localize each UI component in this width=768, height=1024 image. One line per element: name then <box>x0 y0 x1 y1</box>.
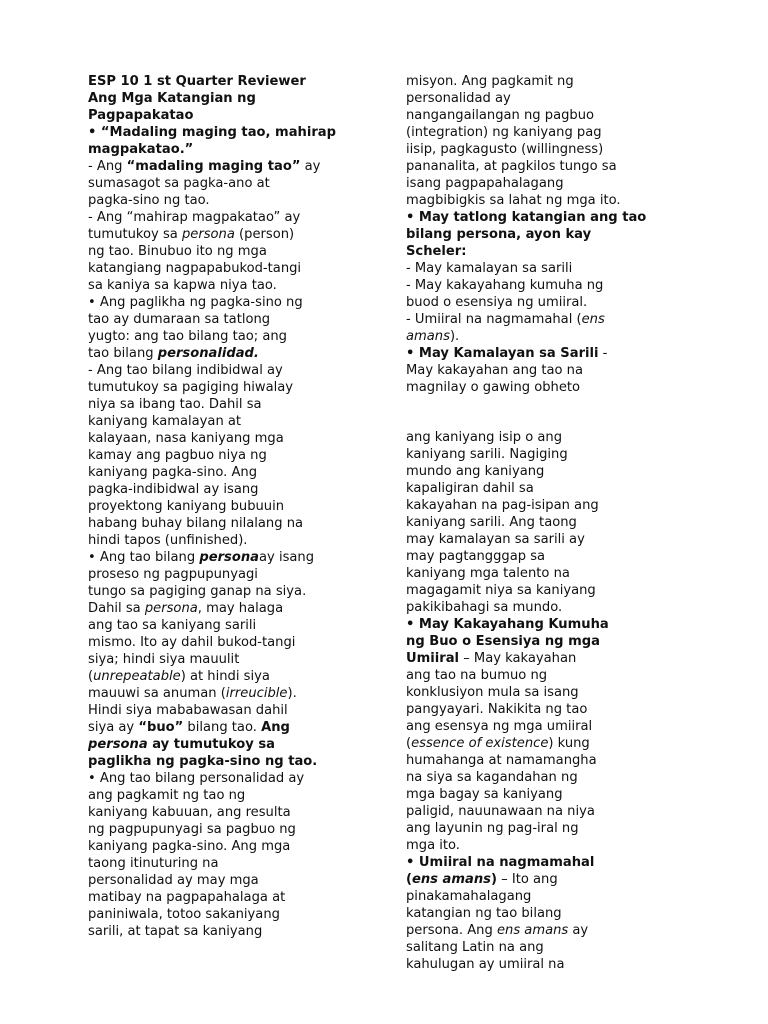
text-line <box>88 413 336 430</box>
text-segment: • Ang tao bilang <box>88 550 200 565</box>
text-segment: matibay na pagpapahalaga at <box>88 890 286 905</box>
left-text-column <box>88 73 336 940</box>
text-line <box>406 684 646 701</box>
text-segment: ay <box>300 159 321 174</box>
text-segment: tumutukoy sa <box>88 227 182 242</box>
text-segment: magbibigkis sa lahat ng mga ito. <box>406 193 621 208</box>
text-segment: Scheler: <box>406 244 467 259</box>
text-line <box>88 549 336 566</box>
text-segment: iisip, pagkagusto (willingness) <box>406 142 604 157</box>
text-line <box>406 939 646 956</box>
text-line <box>406 124 646 141</box>
text-line <box>406 243 646 260</box>
text-segment: kapaligiran dahil sa <box>406 481 534 496</box>
text-segment: paniniwala, totoo sakaniyang <box>88 907 280 922</box>
text-line <box>88 855 336 872</box>
text-segment: ens amans <box>411 872 491 887</box>
text-line <box>406 294 646 311</box>
text-line <box>406 616 646 633</box>
text-segment: essence of existence <box>411 736 549 751</box>
text-segment: bilang persona, ayon kay <box>406 227 592 242</box>
text-line <box>406 175 646 192</box>
text-segment: kaniyang pagka-sino. Ang mga <box>88 839 291 854</box>
text-segment: tumutukoy sa pagiging hiwalay <box>88 380 294 395</box>
text-line <box>406 497 646 514</box>
text-segment: personalidad. <box>157 346 259 361</box>
text-segment: • Ang paglikha ng pagka-sino ng <box>88 295 303 310</box>
text-segment: ( <box>406 872 412 887</box>
text-segment: Pagpapakatao <box>88 108 194 123</box>
paragraph-gap <box>406 396 646 429</box>
text-segment: Ang Mga Katangian ng <box>88 91 256 106</box>
text-segment: persona <box>88 737 148 752</box>
text-line <box>406 650 646 667</box>
text-line <box>88 243 336 260</box>
text-segment: mismo. Ito ay dahil bukod-tangi <box>88 635 296 650</box>
text-line <box>88 617 336 634</box>
text-line <box>88 209 336 226</box>
text-segment: ESP 10 1 st Quarter Reviewer <box>88 74 306 89</box>
text-line <box>406 463 646 480</box>
text-segment: • May Kamalayan sa Sarili <box>406 346 599 361</box>
text-segment: • “Madaling maging tao, mahirap <box>88 125 337 140</box>
text-line <box>88 668 336 685</box>
text-segment: ) at hindi siya <box>180 669 270 684</box>
text-segment: siya; hindi siya mauulit <box>88 652 240 667</box>
text-line <box>406 379 646 396</box>
text-line <box>406 786 646 803</box>
text-segment: ang esensya ng mga umiiral <box>406 719 593 734</box>
text-segment: persona. Ang <box>406 923 497 938</box>
text-line <box>88 787 336 804</box>
text-segment: May kakayahan ang tao na <box>406 363 583 378</box>
right-column-top-block <box>406 73 646 396</box>
text-segment: proseso ng pagpupunyagi <box>88 567 258 582</box>
text-line <box>88 583 336 600</box>
text-line <box>406 820 646 837</box>
text-segment: (person) <box>234 227 295 242</box>
text-line <box>406 599 646 616</box>
text-segment: - Ang “mahirap magpakatao” ay <box>88 210 301 225</box>
text-line <box>88 379 336 396</box>
text-line <box>88 702 336 719</box>
text-segment: kaniyang kamalayan at <box>88 414 242 429</box>
text-segment: - Ang <box>88 159 127 174</box>
text-segment: magagamit niya sa kaniyang <box>406 583 596 598</box>
text-segment: paligid, nauunawaan na niya <box>406 804 595 819</box>
text-segment: • Umiiral na nagmamahal <box>406 855 595 870</box>
text-line <box>88 464 336 481</box>
text-line <box>88 566 336 583</box>
text-segment: kaniyang pagka-sino. Ang <box>88 465 258 480</box>
text-line <box>88 141 336 158</box>
text-line <box>406 735 646 752</box>
text-segment: ( <box>406 736 412 751</box>
text-segment: nangangailangan ng pagbuo <box>406 108 595 123</box>
text-segment: ng pagpupunyagi sa pagbuo ng <box>88 822 296 837</box>
text-segment: (integration) ng kaniyang pag <box>406 125 602 140</box>
text-segment: mauuwi sa anuman ( <box>88 686 226 701</box>
text-line <box>406 192 646 209</box>
text-segment: ay tumutukoy sa <box>147 737 275 752</box>
text-segment: • May tatlong katangian ang tao <box>406 210 647 225</box>
text-segment: persona <box>181 227 235 242</box>
text-segment: pinakamahalagang <box>406 889 532 904</box>
text-segment: ay isang <box>259 550 315 565</box>
text-segment: ang tao sa kaniyang sarili <box>88 618 257 633</box>
text-segment: amans <box>406 329 450 344</box>
text-segment: katangian ng tao bilang <box>406 906 562 921</box>
text-segment: kaniyang mga talento na <box>406 566 570 581</box>
text-segment: pagka-sino ng tao. <box>88 193 210 208</box>
text-line <box>88 447 336 464</box>
text-line <box>406 480 646 497</box>
text-line <box>88 107 336 124</box>
text-segment: Dahil sa <box>88 601 145 616</box>
right-column-bottom-block <box>406 429 646 973</box>
text-segment: sa kaniya sa kapwa niya tao. <box>88 278 277 293</box>
text-line <box>88 753 336 770</box>
text-line <box>406 837 646 854</box>
text-line <box>406 141 646 158</box>
text-line <box>406 107 646 124</box>
text-line <box>406 514 646 531</box>
text-segment: ) <box>490 872 497 887</box>
text-segment: bilang tao. <box>183 720 262 735</box>
text-segment: misyon. Ang pagkamit ng <box>406 74 574 89</box>
text-segment: kamay ang pagbuo niya ng <box>88 448 267 463</box>
text-line <box>88 515 336 532</box>
text-segment: kahulugan ay umiiral na <box>406 957 565 972</box>
text-segment: Ang <box>261 720 290 735</box>
text-segment: pagka-indibidwal ay isang <box>88 482 259 497</box>
text-line <box>88 498 336 515</box>
text-segment: habang buhay bilang nilalang na <box>88 516 304 531</box>
text-line <box>88 345 336 362</box>
text-line <box>88 311 336 328</box>
text-segment: magpakatao.” <box>88 142 194 157</box>
text-line <box>88 906 336 923</box>
text-line <box>88 634 336 651</box>
text-line <box>406 158 646 175</box>
text-line <box>406 803 646 820</box>
text-line <box>406 905 646 922</box>
text-segment: kaniyang sarili. Nagiging <box>406 447 568 462</box>
text-segment: • May Kakayahang Kumuha <box>406 617 609 632</box>
text-segment: ens amans <box>496 923 569 938</box>
text-segment: ). <box>287 686 297 701</box>
text-segment: humahanga at namamangha <box>406 753 597 768</box>
text-segment: tungo sa pagiging ganap na siya. <box>88 584 307 599</box>
text-line <box>406 446 646 463</box>
text-segment: kaniyang sarili. Ang taong <box>406 515 577 530</box>
text-segment: pananalita, at pagkilos tungo sa <box>406 159 617 174</box>
text-segment: salitang Latin na ang <box>406 940 544 955</box>
text-segment: personalidad ay may mga <box>88 873 259 888</box>
text-line <box>406 260 646 277</box>
text-segment: may kamalayan sa sarili ay <box>406 532 585 547</box>
text-line <box>88 600 336 617</box>
text-segment: “buo” <box>138 720 184 735</box>
text-line <box>88 158 336 175</box>
text-line <box>88 277 336 294</box>
text-line <box>88 923 336 940</box>
text-segment: Hindi siya mababawasan dahil <box>88 703 288 718</box>
text-segment: sarili, at tapat sa kaniyang <box>88 924 263 939</box>
text-line <box>88 362 336 379</box>
text-segment: paglikha ng pagka-sino ng tao. <box>88 754 318 769</box>
text-line <box>406 226 646 243</box>
text-line <box>406 277 646 294</box>
text-line <box>406 667 646 684</box>
text-segment: ). <box>449 329 460 344</box>
text-segment: konklusiyon mula sa isang <box>406 685 579 700</box>
text-line <box>88 651 336 668</box>
text-segment: personalidad ay <box>406 91 511 106</box>
text-segment: persona <box>199 550 260 565</box>
text-segment: ang pagkamit ng tao ng <box>88 788 246 803</box>
text-line <box>88 889 336 906</box>
text-line <box>88 328 336 345</box>
text-segment: katangiang nagpapabukod-tangi <box>88 261 302 276</box>
text-segment: may pagtangggap sa <box>406 549 546 564</box>
text-line <box>406 565 646 582</box>
right-text-column <box>406 73 646 973</box>
text-segment: mundo ang kaniyang <box>406 464 545 479</box>
text-segment: mga bagay sa kaniyang <box>406 787 563 802</box>
text-segment: magnilay o gawing obheto <box>406 380 581 395</box>
text-segment: sumasagot sa pagka-ano at <box>88 176 270 191</box>
text-segment: na siya sa kagandahan ng <box>406 770 578 785</box>
text-segment: pakikibahagi sa mundo. <box>406 600 563 615</box>
text-line <box>88 192 336 209</box>
text-segment: - Umiiral na nagmamahal ( <box>406 312 582 327</box>
text-segment: , may halaga <box>197 601 284 616</box>
text-line <box>88 736 336 753</box>
text-line <box>406 328 646 345</box>
text-segment: tao ay dumaraan sa tatlong <box>88 312 271 327</box>
text-segment: – Ito ang <box>496 872 558 887</box>
text-segment: “madaling maging tao” <box>126 159 301 174</box>
text-segment: taong itinuturing na <box>88 856 219 871</box>
text-line <box>406 548 646 565</box>
text-line <box>406 701 646 718</box>
text-line <box>406 345 646 362</box>
text-line <box>406 718 646 735</box>
text-line <box>406 362 646 379</box>
text-line <box>406 209 646 226</box>
text-segment: - <box>598 346 608 361</box>
text-line <box>406 854 646 871</box>
text-line <box>406 752 646 769</box>
text-line <box>88 90 336 107</box>
text-segment: pangyayari. Nakikita ng tao <box>406 702 588 717</box>
text-segment: persona <box>144 601 198 616</box>
text-segment: ang layunin ng pag-iral ng <box>406 821 579 836</box>
text-segment: ay <box>568 923 589 938</box>
text-line <box>406 531 646 548</box>
text-segment: yugto: ang tao bilang tao; ang <box>88 329 287 344</box>
text-line <box>406 429 646 446</box>
text-segment: ens <box>581 312 605 327</box>
text-line <box>406 633 646 650</box>
text-line <box>88 294 336 311</box>
text-line <box>406 956 646 973</box>
text-line <box>406 769 646 786</box>
text-segment: ( <box>88 669 94 684</box>
text-line <box>406 582 646 599</box>
text-segment: siya ay <box>88 720 139 735</box>
text-segment: kalayaan, nasa kaniyang mga <box>88 431 284 446</box>
text-segment: unrepeatable <box>93 669 181 684</box>
text-segment: buod o esensiya ng umiiral. <box>406 295 588 310</box>
text-segment: Umiiral <box>406 651 460 666</box>
text-line <box>88 260 336 277</box>
text-segment: kakayahan na pag-isipan ang <box>406 498 599 513</box>
text-line <box>406 922 646 939</box>
text-line <box>88 430 336 447</box>
text-segment: - May kamalayan sa sarili <box>406 261 573 276</box>
text-line <box>88 838 336 855</box>
text-line <box>88 821 336 838</box>
text-segment: irreucible <box>225 686 288 701</box>
text-segment: hindi tapos (unfinished). <box>88 533 248 548</box>
text-line <box>406 871 646 888</box>
text-line <box>88 719 336 736</box>
text-segment: mga ito. <box>406 838 460 853</box>
text-line <box>88 770 336 787</box>
text-line <box>88 396 336 413</box>
text-line <box>88 532 336 549</box>
text-line <box>88 226 336 243</box>
text-segment: - Ang tao bilang indibidwal ay <box>88 363 283 378</box>
text-segment: ) kung <box>548 736 590 751</box>
text-line <box>88 804 336 821</box>
text-segment: • Ang tao bilang personalidad ay <box>88 771 305 786</box>
text-line <box>88 73 336 90</box>
text-line <box>406 888 646 905</box>
text-segment: isang pagpapahalagang <box>406 176 564 191</box>
text-line <box>88 685 336 702</box>
text-segment: ang tao na bumuo ng <box>406 668 548 683</box>
text-line <box>88 872 336 889</box>
text-segment: kaniyang kabuuan, ang resulta <box>88 805 291 820</box>
text-segment: niya sa ibang tao. Dahil sa <box>88 397 262 412</box>
text-segment: proyektong kaniyang bubuuin <box>88 499 285 514</box>
text-line <box>406 90 646 107</box>
text-segment: tao bilang <box>88 346 158 361</box>
text-segment: ng tao. Binubuo ito ng mga <box>88 244 267 259</box>
text-line <box>406 73 646 90</box>
text-line <box>88 481 336 498</box>
text-line <box>406 311 646 328</box>
text-segment: ng Buo o Esensiya ng mga <box>406 634 600 649</box>
text-line <box>88 124 336 141</box>
text-segment: - May kakayahang kumuha ng <box>406 278 604 293</box>
text-segment: – May kakayahan <box>459 651 577 666</box>
text-segment: ang kaniyang isip o ang <box>406 430 563 445</box>
text-line <box>88 175 336 192</box>
